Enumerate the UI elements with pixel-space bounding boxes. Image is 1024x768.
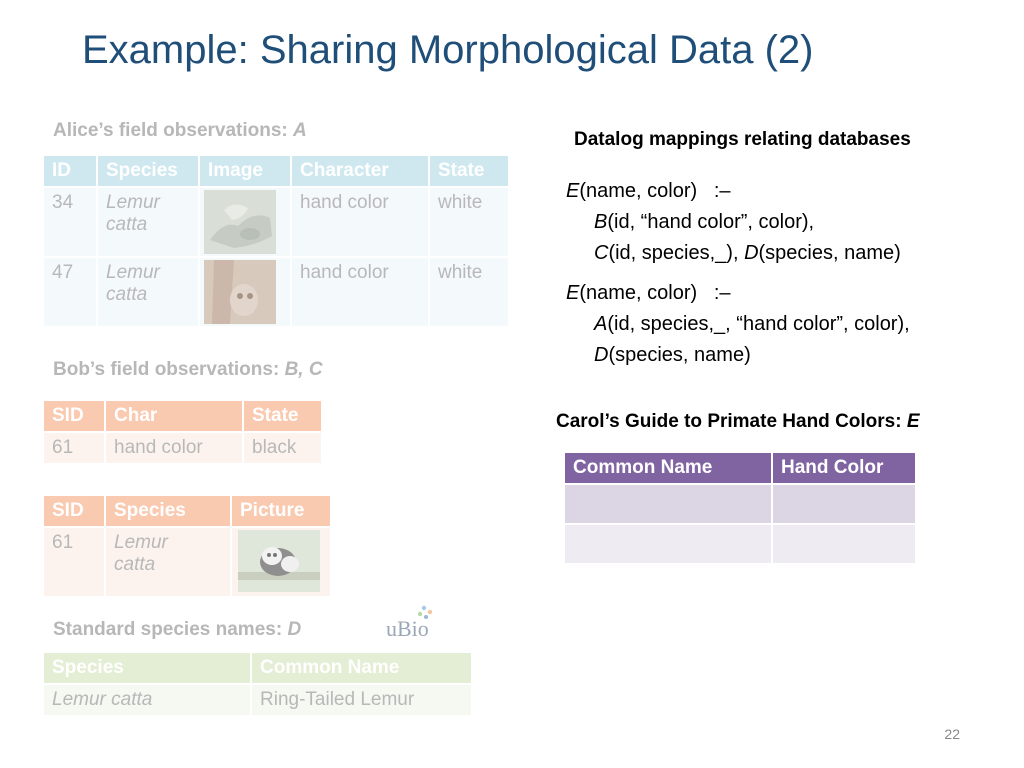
carol-table (563, 451, 917, 565)
cell-species: Lemur catta (43, 684, 251, 716)
column-header-character: Character (291, 155, 429, 187)
column-header-image: Image (199, 155, 291, 187)
datalog-rule-1 (566, 176, 901, 269)
cell-hand-color (772, 524, 916, 564)
table-row (43, 684, 472, 716)
ubio-logo (386, 604, 442, 640)
relation-name: C (594, 242, 609, 264)
cell-state: white (429, 187, 509, 257)
rule-neck: :– (713, 180, 731, 202)
relation-args: (name, color) (579, 282, 698, 304)
column-header-char: Char (105, 400, 243, 432)
column-header-sid: SID (43, 495, 105, 527)
table-row (43, 187, 509, 257)
relation-name: E (566, 282, 580, 304)
cell-common-name (564, 484, 772, 524)
relation-args: (id, species,_), (608, 242, 745, 264)
datalog-heading: Datalog mappings relating databases (574, 129, 911, 150)
carol-caption-var: E (906, 411, 920, 432)
rule-body-line (566, 340, 910, 371)
relation-args: (species, name) (608, 344, 751, 366)
column-header-species: Species (43, 652, 251, 684)
cell-char: hand color (105, 432, 243, 464)
cell-image (199, 187, 291, 257)
bob-caption-var: B, C (284, 359, 323, 380)
rule-body-line (566, 207, 901, 238)
ubio-logo-text: uBio (386, 616, 429, 641)
cell-species (97, 187, 199, 257)
table-row (43, 432, 322, 464)
cell-common-name: Ring-Tailed Lemur (251, 684, 472, 716)
relation-name: D (594, 344, 609, 366)
table-row (43, 527, 331, 597)
rule-body-line (566, 238, 901, 269)
column-header-state: State (243, 400, 322, 432)
table-row (43, 257, 509, 327)
relation-name: A (594, 313, 608, 335)
table-header-row (43, 652, 472, 684)
relation-args: (id, “hand color”, color), (607, 211, 815, 233)
column-header-common-name: Common Name (564, 452, 772, 484)
column-header-picture: Picture (231, 495, 331, 527)
datalog-rule-2 (566, 278, 910, 371)
column-header-species: Species (105, 495, 231, 527)
species-genus: Lemur (114, 532, 168, 553)
lemur-photo (204, 260, 276, 324)
species-epithet: catta (106, 284, 148, 305)
cell-sid: 61 (43, 432, 105, 464)
alice-caption-var: A (293, 120, 307, 141)
table-row (564, 524, 916, 564)
rule-head (566, 176, 901, 207)
relation-name: B (594, 211, 608, 233)
standard-caption-text: Standard species names: (53, 619, 288, 640)
rule-head (566, 278, 910, 309)
relation-name: E (566, 180, 580, 202)
rule-body-line (566, 309, 910, 340)
cell-sid: 61 (43, 527, 105, 597)
standard-caption-var: D (287, 619, 302, 640)
species-epithet: catta (114, 554, 156, 575)
cell-picture (231, 527, 331, 597)
table-header-row (43, 400, 322, 432)
species-epithet: catta (106, 214, 148, 235)
column-header-common-name: Common Name (251, 652, 472, 684)
bob-caption (53, 359, 323, 381)
cell-state: black (243, 432, 322, 464)
page-number: 22 (944, 726, 960, 742)
bob-table-b (42, 399, 323, 465)
alice-table (42, 154, 510, 328)
relation-args: (id, species,_, “hand color”, color), (607, 313, 910, 335)
standard-caption (53, 619, 301, 641)
ruffed-lemur-photo (238, 530, 320, 592)
bob-table-c (42, 494, 332, 598)
cell-state: white (429, 257, 509, 327)
rule-neck: :– (713, 282, 731, 304)
carol-caption-text: Carol’s Guide to Primate Hand Colors: (556, 411, 907, 432)
cell-species (97, 257, 199, 327)
cell-id: 34 (43, 187, 97, 257)
relation-args: (name, color) (579, 180, 698, 202)
carol-caption (556, 411, 920, 433)
cell-character: hand color (291, 187, 429, 257)
lemur-hand-photo (204, 190, 276, 254)
column-header-id: ID (43, 155, 97, 187)
table-header-row (43, 155, 509, 187)
cell-character: hand color (291, 257, 429, 327)
standard-table (42, 651, 473, 717)
species-genus: Lemur (106, 262, 160, 283)
slide-title: Example: Sharing Morphological Data (2) (82, 28, 814, 72)
cell-species (105, 527, 231, 597)
column-header-hand-color: Hand Color (772, 452, 916, 484)
cell-common-name (564, 524, 772, 564)
table-header-row (564, 452, 916, 484)
alice-caption-text: Alice’s field observations: (53, 120, 294, 141)
relation-name: D (744, 242, 759, 264)
cell-id: 47 (43, 257, 97, 327)
column-header-species: Species (97, 155, 199, 187)
column-header-state: State (429, 155, 509, 187)
table-row (564, 484, 916, 524)
alice-caption (53, 120, 307, 142)
cell-hand-color (772, 484, 916, 524)
species-genus: Lemur (106, 192, 160, 213)
bob-caption-text: Bob’s field observations: (53, 359, 285, 380)
column-header-sid: SID (43, 400, 105, 432)
table-header-row (43, 495, 331, 527)
cell-image (199, 257, 291, 327)
relation-args: (species, name) (758, 242, 901, 264)
